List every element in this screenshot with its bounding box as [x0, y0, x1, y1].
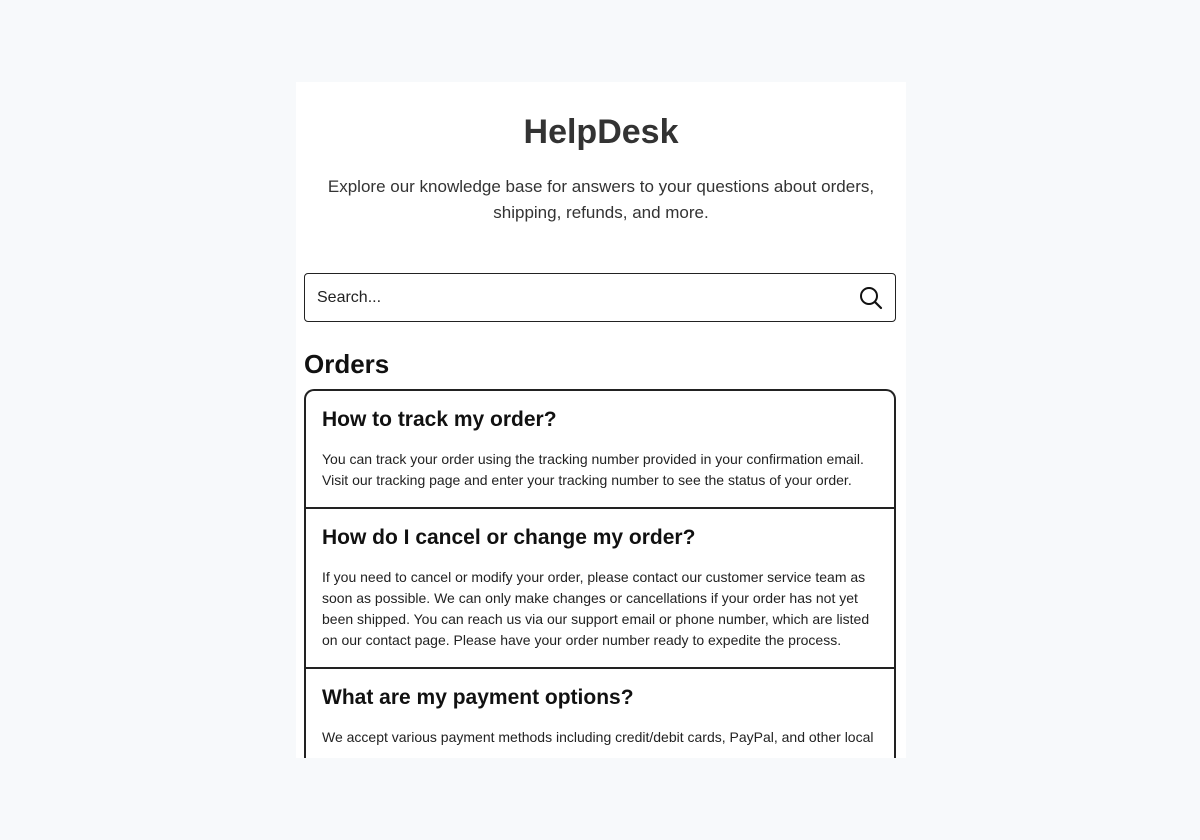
- faq-answer: You can track your order using the tracking number provided in your confirmation email. Visit our tracking page and enter your tracking number to see the status of your order.: [322, 451, 864, 488]
- search-input[interactable]: [317, 274, 837, 321]
- search-icon[interactable]: [859, 286, 883, 310]
- search-bar: [304, 273, 896, 322]
- faq-question[interactable]: How to track my order?: [322, 408, 557, 431]
- site-title: HelpDesk: [523, 113, 679, 151]
- faq-list: [304, 389, 896, 758]
- tagline: Explore our knowledge base for answers to your questions about orders, shipping, refunds, and more.: [327, 177, 875, 222]
- faq-item[interactable]: [306, 509, 894, 669]
- section-title-orders: Orders: [304, 349, 390, 379]
- faq-question[interactable]: How do I cancel or change my order?: [322, 526, 696, 549]
- faq-item[interactable]: [306, 669, 894, 758]
- helpdesk-page: [296, 82, 906, 758]
- faq-answer: We accept various payment methods including credit/debit cards, PayPal, and other local: [322, 729, 874, 745]
- faq-question[interactable]: What are my payment options?: [322, 686, 634, 709]
- faq-item[interactable]: [306, 391, 894, 509]
- faq-answer: If you need to cancel or modify your order, please contact our customer service team as soon as possible. We can only make changes or cancellations if your order has not yet been shipped. You can reach us via our support email or phone number, which are listed on our contact page. Please have your order number ready to expedite the process.: [322, 569, 870, 648]
